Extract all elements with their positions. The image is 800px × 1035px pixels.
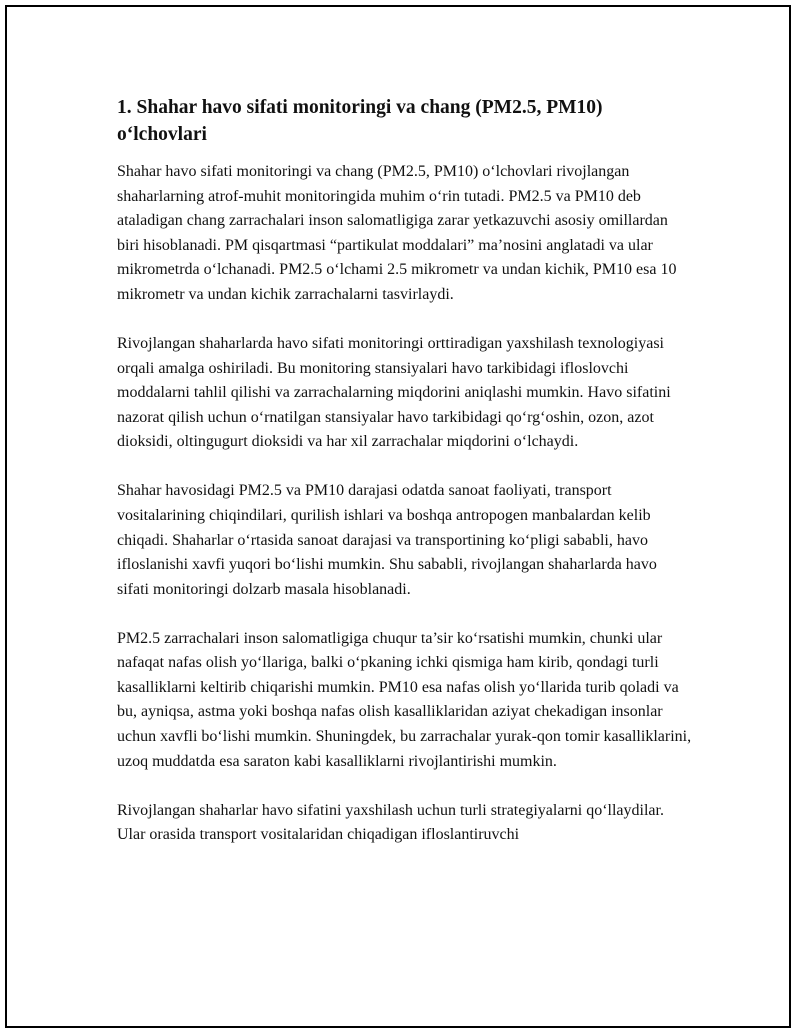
document-body: [117, 94, 692, 872]
paragraph-4: PM2.5 zarrachalari inson salomatligiga chuqur ta’sir ko‘rsatishi mumkin, chunki ular nafaqat nafas olish yo‘llariga, balki o‘pkaning ichki qismiga ham kirib, qondagi turli kasalliklarni keltirib chiqarishi mumkin. PM10 esa nafas olish yo‘llarida turib qoladi va bu, ayniqsa, astma yoki boshqa nafas olish kasalliklaridan aziyat chekadigan insonlar uchun xavfli bo‘lishi mumkin. Shuningdek, bu zarrachalar yurak-qon tomir kasalliklarini, uzoq muddatda esa saraton kabi kasalliklarni rivojlantirishi mumkin.: [117, 629, 692, 770]
paragraph-3: Shahar havosidagi PM2.5 va PM10 darajasi odatda sanoat faoliyati, transport vositalarining chiqindilari, qurilish ishlari va boshqa antropogen manbalardan kelib chiqadi. Shaharlar o‘rtasida sanoat darajasi va transportining ko‘pligi sababli, havo ifloslanishi xavfi yuqori bo‘lishi mumkin. Shu sababli, rivojlangan shaharlarda havo sifati monitoringi dolzarb masala hisoblanadi.: [117, 482, 657, 598]
paragraph-2: Rivojlangan shaharlarda havo sifati monitoringi orttiradigan yaxshilash texnologiyasi orqali amalga oshiriladi. Bu monitoring stansiyalari havo tarkibidagi ifloslovchi moddalarni tahlil qilishi va zarrachalarning miqdorini aniqlashi mumkin. Havo sifatini nazorat qilish uchun o‘rnatilgan stansiyalar havo tarkibidagi qo‘rg‘oshin, ozon, azot dioksidi, oltingugurt dioksidi va har xil zarrachalar miqdorini o‘lchaydi.: [117, 334, 671, 451]
section-heading: 1. Shahar havo sifati monitoringi va chang (PM2.5, PM10) o‘lchovlari: [117, 97, 603, 145]
paragraph-1: Shahar havo sifati monitoringi va chang (PM2.5, PM10) o‘lchovlari rivojlangan shaharlarning atrof-muhit monitoringida muhim o‘rin tutadi. PM2.5 va PM10 deb ataladigan chang zarrachalari inson salomatligiga zarar yetkazuvchi asosiy omillardan biri hisoblanadi. PM qisqartmasi “partikulat moddalari” ma’nosini anglatadi va ular mikrometrda o‘lchanadi. PM2.5 o‘lchami 2.5 mikrometr va undan kichik, PM10 esa 10 mikrometr va undan kichik zarrachalarni tasvirlaydi.: [117, 163, 677, 303]
paragraph-5: Rivojlangan shaharlar havo sifatini yaxshilash uchun turli strategiyalarni qo‘llaydilar. Ular orasida transport vositalaridan chiqadigan ifloslantiruvchi: [117, 801, 664, 844]
